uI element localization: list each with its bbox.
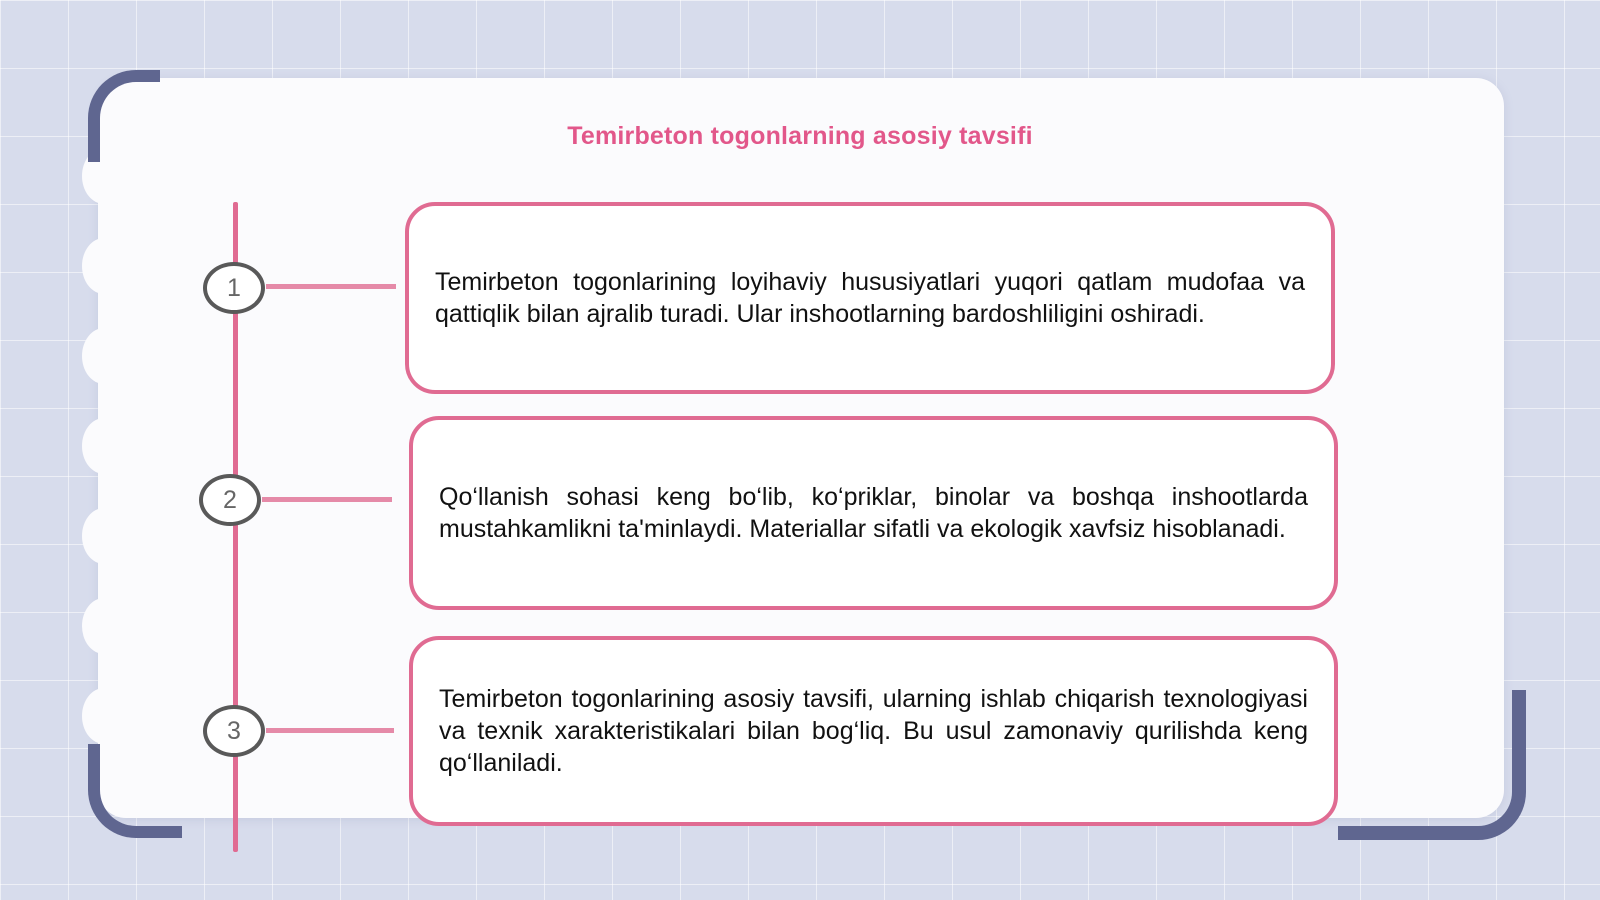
paper-scallop xyxy=(82,598,126,654)
timeline-connector xyxy=(266,728,394,733)
timeline-connector xyxy=(266,284,396,289)
step-card-3 xyxy=(409,636,1338,826)
corner-bracket-bottom-right xyxy=(1338,690,1526,840)
slide-title: Temirbeton togonlarning asosiy tavsifi xyxy=(567,122,1033,150)
paper-scallop xyxy=(82,418,126,474)
corner-bracket-bottom-left xyxy=(88,744,182,838)
paper-scallop xyxy=(82,688,126,744)
step-text-3: Temirbeton togonlarining asosiy tavsifi, ularning ishlab chiqarish texnologiyasi va texnik xarakteristikalari bilan bog‘liq. Bu usul zamonaviy qurilishda keng qo‘llaniladi. xyxy=(439,685,1308,777)
step-text-2: Qo‘llanish sohasi keng bo‘lib, ko‘priklar, binolar va boshqa inshootlarda mustahkamlikni ta'minlaydi. Materiallar sifatli va ekologik xavfsiz hisoblanadi. xyxy=(439,483,1308,543)
timeline-connector xyxy=(262,497,392,502)
step-number-2: 2 xyxy=(199,474,261,526)
paper-scallop xyxy=(82,508,126,564)
step-card-2 xyxy=(409,416,1338,610)
step-number-3: 3 xyxy=(203,705,265,757)
paper-scallop xyxy=(82,328,126,384)
corner-bracket-top-left xyxy=(88,70,160,162)
step-number-1: 1 xyxy=(203,262,265,314)
step-text-1: Temirbeton togonlarining loyihaviy hususiyatlari yuqori qatlam mudofaa va qattiqlik bilan ajralib turadi. Ular inshootlarning bardoshliligini oshiradi. xyxy=(435,268,1305,328)
step-card-1 xyxy=(405,202,1335,394)
paper-scallop xyxy=(82,238,126,294)
